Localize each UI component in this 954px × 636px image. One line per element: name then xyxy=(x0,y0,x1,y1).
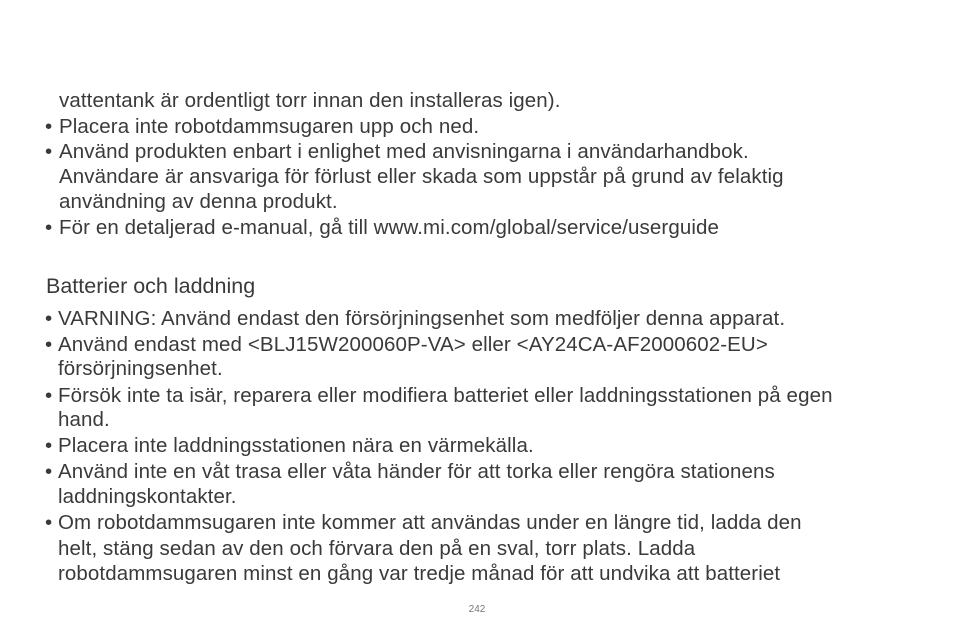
bullet: • xyxy=(45,333,53,356)
list-item-text: helt, stäng sedan av den och förvara den på en sval, torr plats. Ladda xyxy=(58,537,696,560)
list-item-text: användning av denna produkt. xyxy=(59,190,338,213)
list-item-text: Användare är ansvariga för förlust eller skada som uppstår på grund av felaktig xyxy=(59,165,784,188)
bullet: • xyxy=(45,140,53,163)
list-item-text: robotdammsugaren minst en gång var tredje månad för att undvika att batteriet xyxy=(58,562,781,585)
bullet: • xyxy=(45,460,53,483)
list-item-text: För en detaljerad e-manual, gå till www.mi.com/global/service/userguide xyxy=(59,216,719,239)
page-number: 242 xyxy=(468,604,486,615)
continuation-text: vattentank är ordentligt torr innan den installeras igen). xyxy=(59,89,561,112)
bullet: • xyxy=(45,216,53,239)
bullet: • xyxy=(45,434,53,457)
bullet: • xyxy=(45,511,53,534)
list-item-text: försörjningsenhet. xyxy=(58,357,223,380)
list-item-text: hand. xyxy=(58,408,110,431)
list-item-text: Försök inte ta isär, reparera eller modifiera batteriet eller laddningsstationen på egen xyxy=(58,384,833,407)
list-item-text: Använd inte en våt trasa eller våta händer för att torka eller rengöra stationens xyxy=(58,460,775,483)
list-item-text: Använd endast med <BLJ15W200060P-VA> eller <AY24CA-AF2000602-EU> xyxy=(58,333,768,356)
list-item-text: Placera inte laddningsstationen nära en värmekälla. xyxy=(58,434,534,457)
list-item-text: Om robotdammsugaren inte kommer att användas under en längre tid, ladda den xyxy=(58,511,802,534)
list-item-text: VARNING: Använd endast den försörjningsenhet som medföljer denna apparat. xyxy=(58,307,786,330)
bullet: • xyxy=(45,307,53,330)
list-item-text: Använd produkten enbart i enlighet med anvisningarna i användarhandbok. xyxy=(59,140,749,163)
bullet: • xyxy=(45,384,53,407)
list-item-text: Placera inte robotdammsugaren upp och ned. xyxy=(59,115,480,138)
list-item-text: laddningskontakter. xyxy=(58,485,237,508)
bullet: • xyxy=(45,115,53,138)
section-heading: Batterier och laddning xyxy=(46,274,256,298)
